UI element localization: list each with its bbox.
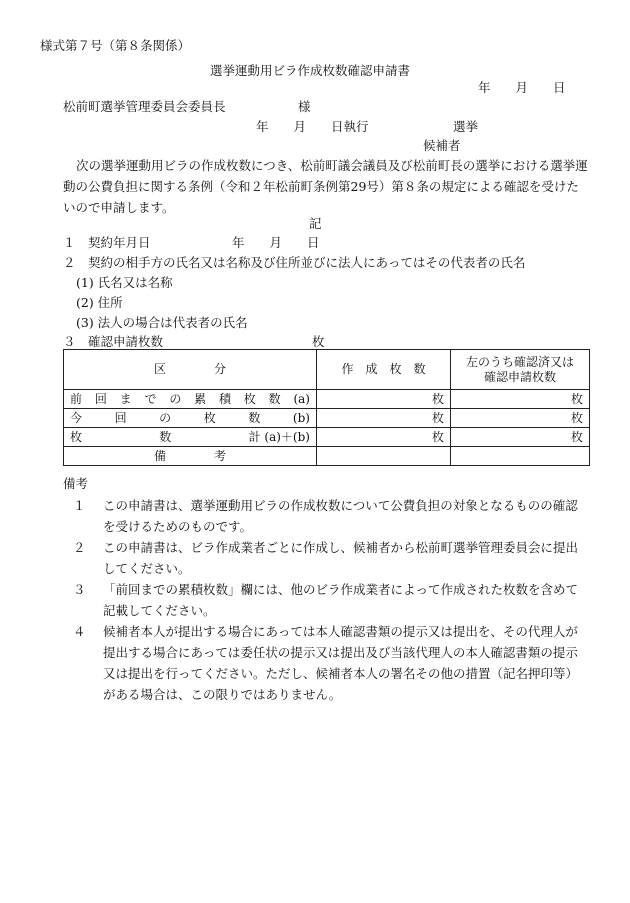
table-row-total	[64, 428, 590, 447]
label-char: 数	[248, 410, 261, 425]
label-char: の	[169, 391, 182, 406]
table-row-previous	[64, 390, 590, 409]
item-3-label: ３ 確認申請枚数	[63, 334, 164, 349]
table-row-current	[64, 409, 590, 428]
remarks-cell-confirmed[interactable]	[451, 447, 590, 466]
label-char: 回	[94, 391, 107, 406]
row-previous-label	[64, 390, 317, 409]
label-char: 累	[194, 391, 207, 406]
row-current-label	[64, 409, 317, 428]
note-number: ４	[73, 624, 86, 639]
label-char: の	[159, 410, 172, 425]
label-char-group	[249, 430, 310, 445]
document-title: 選挙運動用ビラ作成枚数確認申請書	[210, 63, 411, 78]
label-char: で	[144, 391, 157, 406]
item-3-unit: 枚	[312, 334, 325, 349]
item-2-2: (2) 住所	[76, 295, 123, 310]
note-item	[63, 621, 588, 705]
label-char: 回	[114, 410, 127, 425]
label-char: 計	[248, 429, 261, 444]
header-confirmed-line1: 左のうち確認済又は	[465, 354, 574, 369]
label-char: 枚	[70, 429, 83, 444]
label-char: 前	[70, 391, 83, 406]
election-date: 年 月 日執行	[256, 119, 369, 134]
count-table	[63, 349, 590, 466]
current-confirmed-cell[interactable]: 枚	[451, 409, 590, 428]
addressee: 松前町選挙管理委員会委員長	[63, 99, 226, 114]
header-confirmed-line2: 確認申請枚数	[483, 369, 556, 384]
honorific: 様	[298, 99, 311, 114]
note-number: １	[73, 498, 86, 513]
row-total-label	[64, 428, 317, 447]
previous-confirmed-cell[interactable]: 枚	[451, 390, 590, 409]
note-text: この申請書は、選挙運動用ビラの作成枚数について公費負担の対象となるものの確認を受けるためのものです。	[103, 498, 578, 534]
header-confirmed	[451, 350, 590, 390]
header-category: 区 分	[64, 350, 317, 390]
note-item	[63, 537, 588, 579]
label-char: 今	[70, 410, 83, 425]
item-1-date: 年 月 日	[232, 235, 320, 250]
notes-heading: 備考	[63, 476, 89, 491]
header-created: 作 成 枚 数	[317, 350, 451, 390]
item-2: ２ 契約の相手方の氏名又は名称及び住所並びに法人にあってはその代表者の氏名	[63, 255, 526, 270]
candidate-label: 候補者	[423, 138, 461, 153]
label-suffix: (a)＋(b)	[264, 429, 310, 444]
item-2-1: (1) 氏名又は名称	[76, 275, 173, 290]
note-text: この申請書は、ビラ作成業者ごとに作成し、候補者から松前町選挙管理委員会に提出してください。	[103, 540, 579, 576]
current-created-cell[interactable]: 枚	[317, 409, 451, 428]
label-suffix: (a)	[293, 391, 310, 406]
remarks-label: 備 考	[64, 447, 317, 466]
note-number: ３	[73, 582, 86, 597]
submission-date: 年 月 日	[478, 80, 566, 95]
ki-heading: 記	[309, 216, 322, 231]
table-header-row	[64, 350, 590, 390]
label-char: 積	[218, 391, 231, 406]
label-char: 枚	[203, 410, 216, 425]
item-2-3: (3) 法人の場合は代表者の氏名	[76, 315, 248, 330]
label-suffix: (b)	[292, 410, 310, 425]
label-char: 枚	[243, 391, 256, 406]
form-number: 様式第７号（第８条関係）	[40, 38, 191, 53]
election-label: 選挙	[453, 119, 479, 134]
intro-text: 次の選挙運動用ビラの作成枚数につき、松前町議会議員及び松前町長の選挙における選挙運動の公費負担に関する条例（令和２年松前町条例第29号）第８条の規定による確認を受けたいので申請します。	[63, 158, 588, 215]
intro-paragraph	[63, 155, 588, 218]
table-row-remarks	[64, 447, 590, 466]
note-item	[63, 495, 588, 537]
note-text: 「前回までの累積枚数」欄には、他のビラ作成業者によって作成された枚数を含めて記載してください。	[103, 582, 579, 618]
label-char: 数	[268, 391, 281, 406]
label-char: 数	[159, 429, 172, 444]
note-text: 候補者本人が提出する場合にあっては本人確認書類の提示又は提出を、その代理人が提出する場合にあっては委任状の提示又は提出及び当該代理人の本人確認書類の提示又は提出を行ってください。ただし、候補者本人の署名その他の措置（記名押印等）がある場合は、この限りではありません。	[103, 624, 579, 702]
remarks-cell-created[interactable]	[317, 447, 451, 466]
previous-created-cell[interactable]: 枚	[317, 390, 451, 409]
note-item	[63, 579, 588, 621]
total-created-cell[interactable]: 枚	[317, 428, 451, 447]
label-char: ま	[119, 391, 132, 406]
total-confirmed-cell[interactable]: 枚	[451, 428, 590, 447]
item-1-label: １ 契約年月日	[63, 235, 151, 250]
note-number: ２	[73, 540, 86, 555]
